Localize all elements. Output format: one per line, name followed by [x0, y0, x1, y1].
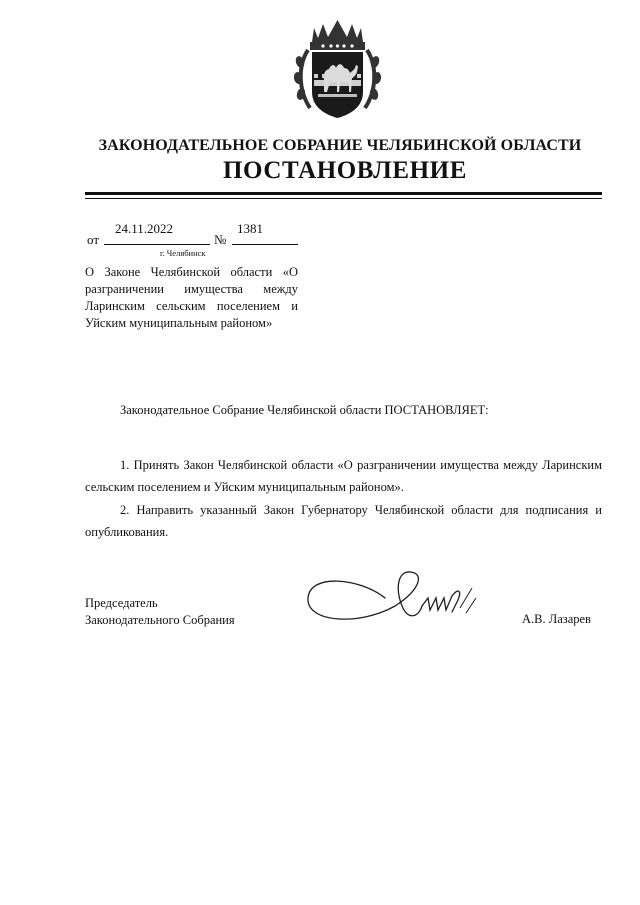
date-prefix: от — [87, 232, 100, 247]
header-divider-thick — [85, 192, 602, 195]
document-number: 1381 — [237, 221, 263, 236]
resolution-item: 1. Принять Закон Челябинской области «О разграничении имущества между Ларинским сельским поселением и Уйским муниципальным районом». — [85, 458, 602, 494]
handwritten-signature — [300, 568, 490, 633]
resolution-item: 2. Направить указанный Закон Губернатору Челябинской области для подписания и опубликования. — [85, 503, 602, 539]
signer-position — [85, 595, 235, 629]
signer-name: А.В. Лазарев — [522, 612, 591, 626]
date-underline — [104, 244, 210, 245]
document-subject: О Законе Челябинской области «О разграничении имущества между Ларинским сельским поселением и Уйским муниципальным районом» — [85, 265, 298, 330]
organization-title: ЗАКОНОДАТЕЛЬНОЕ СОБРАНИЕ ЧЕЛЯБИНСКОЙ ОБЛАСТИ — [98, 137, 582, 154]
number-underline — [232, 244, 298, 245]
document-type-title: ПОСТАНОВЛЕНИЕ — [222, 157, 468, 184]
city-label: г. Челябинск — [160, 248, 206, 258]
coat-of-arms-emblem — [290, 20, 385, 125]
resolution-intro: Законодательное Собрание Челябинской области ПОСТАНОВЛЯЕТ: — [120, 403, 489, 417]
header-divider-thin — [85, 198, 602, 199]
number-prefix: № — [214, 232, 227, 247]
signer-position-line: Председатель — [85, 596, 158, 610]
signer-position-line: Законодательного Собрания — [85, 613, 235, 627]
document-date: 24.11.2022 — [115, 221, 174, 236]
